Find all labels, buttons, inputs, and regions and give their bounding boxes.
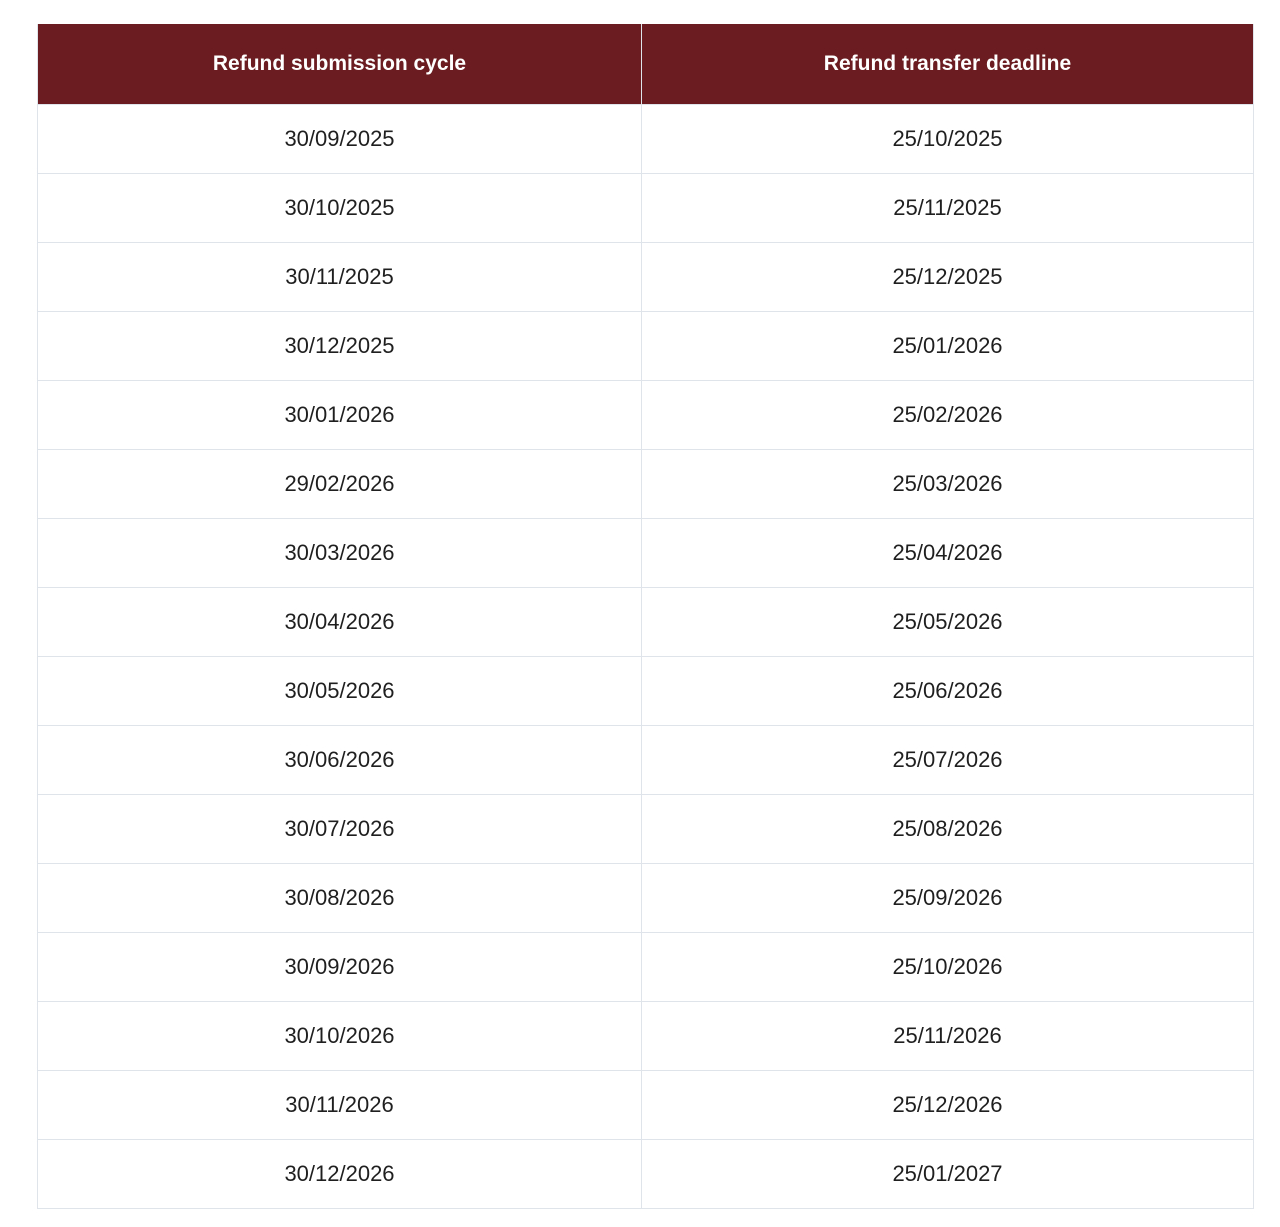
submission-cycle-cell: 30/10/2026 [38,1002,642,1071]
transfer-deadline-cell: 25/01/2026 [642,312,1254,381]
submission-cycle-cell: 30/10/2025 [38,174,642,243]
table-header [38,24,1254,105]
submission-cycle-cell: 30/11/2025 [38,243,642,312]
transfer-deadline-cell: 25/10/2026 [642,933,1254,1002]
table-row [38,1071,1254,1140]
transfer-deadline-cell: 25/11/2025 [642,174,1254,243]
transfer-deadline-cell: 25/05/2026 [642,588,1254,657]
submission-cycle-cell: 29/02/2026 [38,450,642,519]
transfer-deadline-cell: 25/12/2026 [642,1071,1254,1140]
refund-schedule-table [37,24,1254,1209]
table-row [38,519,1254,588]
header-refund-transfer-deadline: Refund transfer deadline [642,24,1254,105]
table-row [38,243,1254,312]
header-refund-submission-cycle: Refund submission cycle [38,24,642,105]
transfer-deadline-cell: 25/01/2027 [642,1140,1254,1209]
submission-cycle-cell: 30/03/2026 [38,519,642,588]
transfer-deadline-cell: 25/12/2025 [642,243,1254,312]
submission-cycle-cell: 30/01/2026 [38,381,642,450]
table-body [38,105,1254,1209]
table-row [38,588,1254,657]
table-row [38,450,1254,519]
table-row [38,381,1254,450]
submission-cycle-cell: 30/04/2026 [38,588,642,657]
submission-cycle-cell: 30/08/2026 [38,864,642,933]
transfer-deadline-cell: 25/08/2026 [642,795,1254,864]
submission-cycle-cell: 30/12/2026 [38,1140,642,1209]
table-row [38,726,1254,795]
transfer-deadline-cell: 25/07/2026 [642,726,1254,795]
table-row [38,105,1254,174]
transfer-deadline-cell: 25/10/2025 [642,105,1254,174]
table-row [38,864,1254,933]
submission-cycle-cell: 30/12/2025 [38,312,642,381]
submission-cycle-cell: 30/09/2026 [38,933,642,1002]
transfer-deadline-cell: 25/04/2026 [642,519,1254,588]
transfer-deadline-cell: 25/03/2026 [642,450,1254,519]
header-row [38,24,1254,105]
submission-cycle-cell: 30/06/2026 [38,726,642,795]
transfer-deadline-cell: 25/09/2026 [642,864,1254,933]
submission-cycle-cell: 30/05/2026 [38,657,642,726]
table-row [38,933,1254,1002]
table-row [38,1140,1254,1209]
table-row [38,312,1254,381]
submission-cycle-cell: 30/09/2025 [38,105,642,174]
transfer-deadline-cell: 25/02/2026 [642,381,1254,450]
submission-cycle-cell: 30/07/2026 [38,795,642,864]
transfer-deadline-cell: 25/11/2026 [642,1002,1254,1071]
submission-cycle-cell: 30/11/2026 [38,1071,642,1140]
table-row [38,795,1254,864]
table-row [38,174,1254,243]
table-row [38,1002,1254,1071]
table-row [38,657,1254,726]
transfer-deadline-cell: 25/06/2026 [642,657,1254,726]
refund-schedule-table-container [37,24,1253,1209]
